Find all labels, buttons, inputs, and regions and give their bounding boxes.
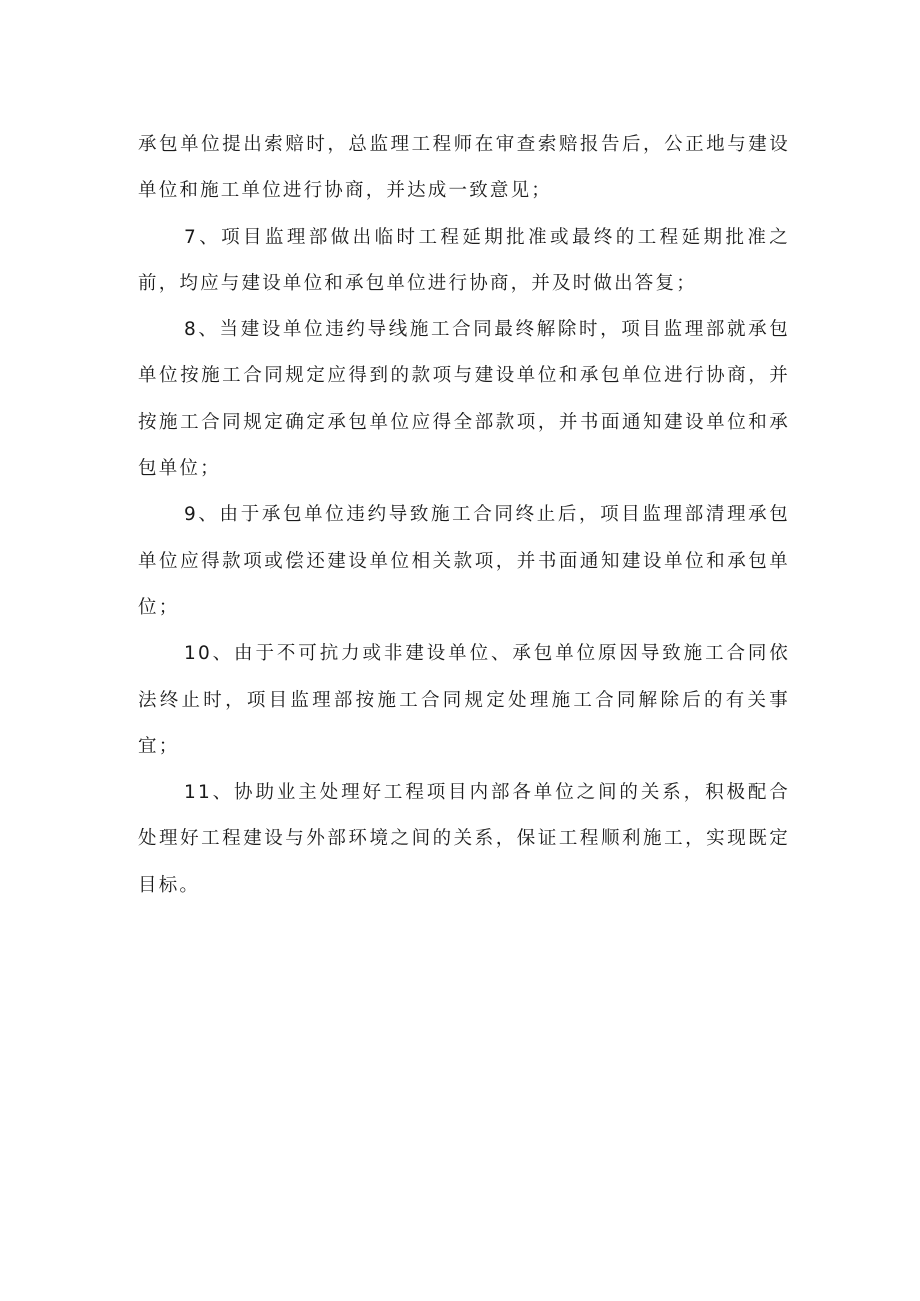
paragraph-continuation: 承包单位提出索赔时，总监理工程师在审查索赔报告后，公正地与建设单位和施工单位进行协商，并达成一致意见；: [138, 134, 790, 202]
paragraph-item-10: 10、由于不可抗力或非建设单位、承包单位原因导致施工合同依法终止时，项目监理部按施工合同规定处理施工合同解除后的有关事宜；: [138, 643, 790, 757]
paragraph-item-7: 7、项目监理部做出临时工程延期批准或最终的工程延期批准之前，均应与建设单位和承包单位进行协商，并及时做出答复；: [138, 226, 790, 294]
paragraph-item-11: 11、协助业主处理好工程项目内部各单位之间的关系，积极配合处理好工程建设与外部环境之间的关系，保证工程顺利施工，实现既定目标。: [138, 782, 790, 896]
document-body: [138, 122, 790, 909]
paragraph-item-9: 9、由于承包单位违约导致施工合同终止后，项目监理部清理承包单位应得款项或偿还建设单位相关款项，并书面通知建设单位和承包单位；: [138, 504, 790, 618]
paragraph-item-8: 8、当建设单位违约导线施工合同最终解除时，项目监理部就承包单位按施工合同规定应得到的款项与建设单位和承包单位进行协商，并按施工合同规定确定承包单位应得全部款项，并书面通知建设单位和承包单位；: [138, 319, 790, 480]
